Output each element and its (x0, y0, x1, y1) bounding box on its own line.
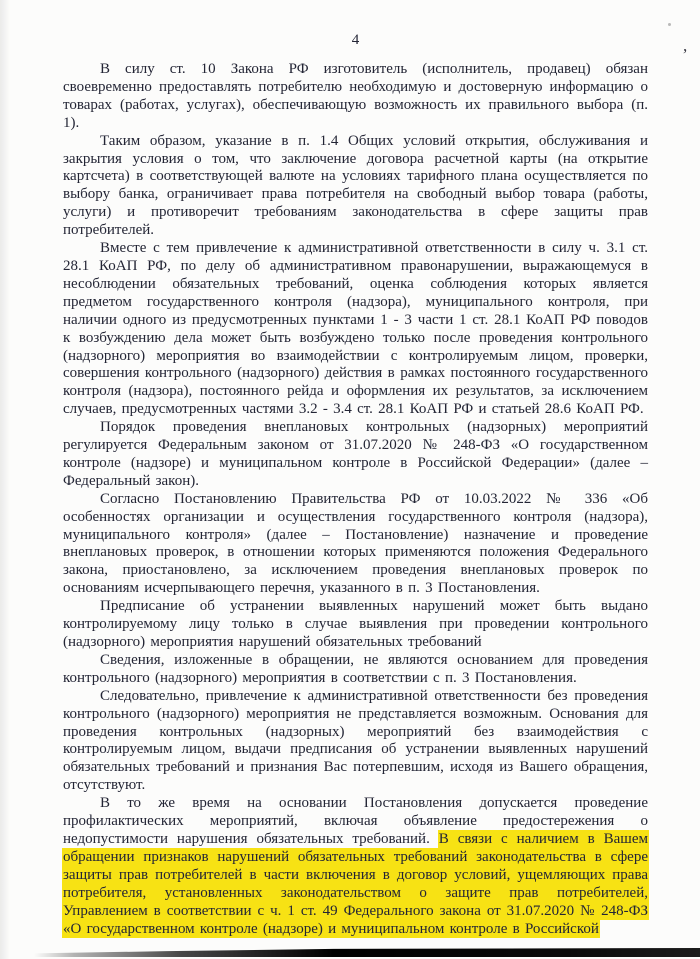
paragraph (63, 795, 648, 938)
scan-left-edge-shadow (0, 0, 10, 959)
paragraph-text: Вместе с тем привлечение к административной ответственности в силу ч. 3.1 ст. 28.1 КоАП РФ, по делу об административном правонарушении, выражающемуся в несоблюдении обязательных требований, оценка соблюдения которых является предметом государственного контроля (надзора), муниципального контроля, при наличии одного из предусмотренных пунктами 1 - 3 части 1 ст. 28.1 КоАП РФ поводов к возбуждению дела может быть возбуждено только после проведения контрольного (надзорного) мероприятия во взаимодействии с контролируемым лицом, проверки, совершения контрольного (надзорного) действия в рамках постоянного государственного контроля (надзора), постоянного рейда и оформления их результатов, за исключением случаев, предусмотренных частями 3.2 - 3.4 ст. 28.1 КоАП РФ и статьей 28.6 КоАП РФ. (63, 240, 648, 418)
paragraph (63, 491, 648, 598)
paragraph (63, 240, 648, 419)
document-body (63, 61, 648, 938)
paragraph (63, 419, 648, 491)
highlighted-text: В связи с наличием в Вашем обращении признаков нарушений обязательных требований законодательства в сфере защиты прав потребителей в части включения в договор условий, ущемляющих права потребителя, установленных законодательством о защите прав потребителей, Управлением в соответствии с ч. 1 ст. 49 Федерального закона от 31.07.2020 № 248-ФЗ «О государственном контроле (надзоре) и муниципальном контроле в Российской (63, 830, 648, 937)
paragraph-text: Следовательно, привлечение к административной ответственности без проведения контрольного (надзорного) мероприятия не представляется возможным. Основания для проведения контрольных (надзорных) мероприятий без взаимодействия с контролируемым лицом, выдачи предписания об устранении выявленных нарушений обязательных требований и признания Вас потерпевшим, исходя из Вашего обращения, отсутствуют. (63, 687, 648, 794)
paragraph-text: Согласно Постановлению Правительства РФ от 10.03.2022 № 336 «Об особенностях организации и осуществления государственного контроля (надзора), муниципального контроля» (далее – Постановление) назначение и проведение внеплановых проверок, в отношении которых применяются положения Федерального закона, приостановлено, за исключением проведения внеплановых проверок по основаниям исчерпывающего перечня, указанного в п. 3 Постановления. (63, 490, 648, 597)
paragraph-text: В то же время на основании Постановления допускается проведение профилактических мероприятий, включая объявление предостережения о недопустимости нарушения обязательных требований. (63, 795, 648, 847)
scan-bottom-shadow (34, 948, 700, 957)
scan-comma-artifact: , (683, 36, 688, 55)
page-number: 4 (351, 32, 360, 48)
scan-speck-artifact (668, 23, 671, 26)
paragraph (63, 688, 648, 795)
paragraph-text: Порядок проведения внеплановых контрольных (надзорных) мероприятий регулируется Федеральным законом от 31.07.2020 № 248-ФЗ «О государственном контроле (надзоре) и муниципальном контроле в Российской Федерации» (далее – Федеральный закон). (63, 419, 648, 489)
paragraph-text: В силу ст. 10 Закона РФ изготовитель (исполнитель, продавец) обязан своевременно предоставлять потребителю необходимую и достоверную информацию о товарах (работах, услугах), обеспечивающую возможность их правильного выбора (п. 1). (63, 61, 648, 131)
paragraph (63, 598, 648, 652)
paragraph (63, 652, 648, 688)
paragraph (63, 133, 648, 240)
paragraph-text: Таким образом, указание в п. 1.4 Общих условий открытия, обслуживания и закрытия условия о том, что заключение договора расчетной карты (на открытие картсчета) в соответствующей валюте на условиях тарифного плана осуществляется по выбору банка, ограничивает права потребителя на свободный выбор товара (работы, услуги) и противоречит требованиям законодательства в сфере защиты прав потребителей. (63, 132, 648, 239)
paragraph-text: Сведения, изложенные в обращении, не являются основанием для проведения контрольного (надзорного) мероприятия в соответствии с п. 3 Постановления. (63, 651, 648, 686)
paragraph (63, 61, 648, 133)
paragraph-text: Предписание об устранении выявленных нарушений может быть выдано контролируемому лицу только в случае выявления при проведении контрольного (надзорного) мероприятия нарушений обязательных требований (63, 598, 648, 650)
